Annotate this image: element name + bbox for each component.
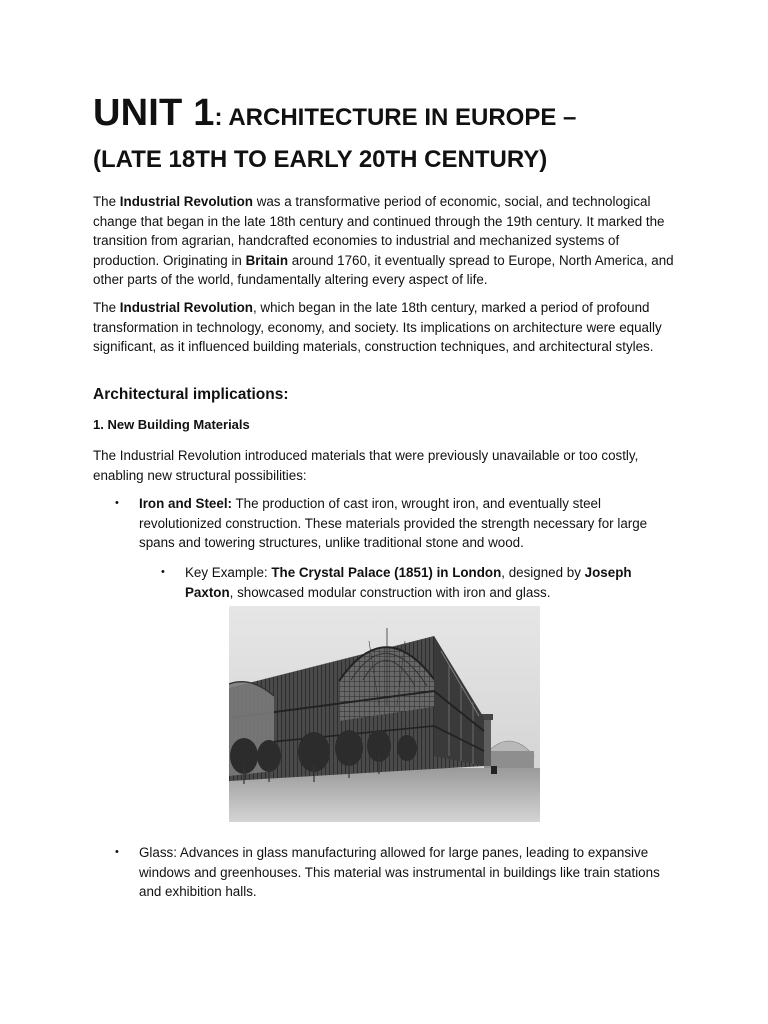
bullet-marker: • [115, 497, 119, 509]
unit-subtitle: (LATE 18TH TO EARLY 20TH CENTURY) [93, 146, 548, 173]
bullet-iron-steel: Iron and Steel: The production of cast iron, wrought iron, and eventually steel revolutionized construction. These materials provided the strength necessary for large spans and towering structures, unlike traditional stone and wood. [139, 496, 648, 550]
unit-title-rest: : ARCHITECTURE IN EUROPE – [214, 104, 577, 131]
intro-paragraph-2: The Industrial Revolution, which began in the late 18th century, marked a period of profound transformation in technology, economy, and society. Its implications on architecture were equally significant, as it influenced building materials, construction techniques, and architectural styles. [93, 300, 662, 354]
crystal-palace-photo [229, 606, 540, 822]
bullet-key-example: Key Example: The Crystal Palace (1851) in London, designed by Joseph Paxton, showcased modular construction with iron and glass. [185, 565, 632, 600]
bullet-marker-level2: • [161, 566, 165, 578]
bullet-marker: • [115, 846, 119, 858]
bullet-glass: Glass: Advances in glass manufacturing allowed for large panes, leading to expansive windows and greenhouses. This material was instrumental in buildings like train stations and exhibition halls. [139, 845, 660, 899]
materials-intro-paragraph: The Industrial Revolution introduced materials that were previously unavailable or too costly, enabling new structural possibilities: [93, 448, 639, 483]
unit-title [93, 92, 576, 135]
new-building-materials-heading: 1. New Building Materials [93, 417, 250, 432]
architectural-implications-heading: Architectural implications: [93, 386, 289, 403]
unit-number: UNIT 1 [93, 92, 215, 134]
intro-paragraph-1: The Industrial Revolution was a transformative period of economic, social, and technological change that began in the late 18th century and continued through the 19th century. It marked the transition from agrarian, handcrafted economies to industrial and mechanized systems of production. Originating in Britain around 1760, it eventually spread to Europe, North America, and other parts of the world, fundamentally altering every aspect of life. [93, 194, 674, 287]
